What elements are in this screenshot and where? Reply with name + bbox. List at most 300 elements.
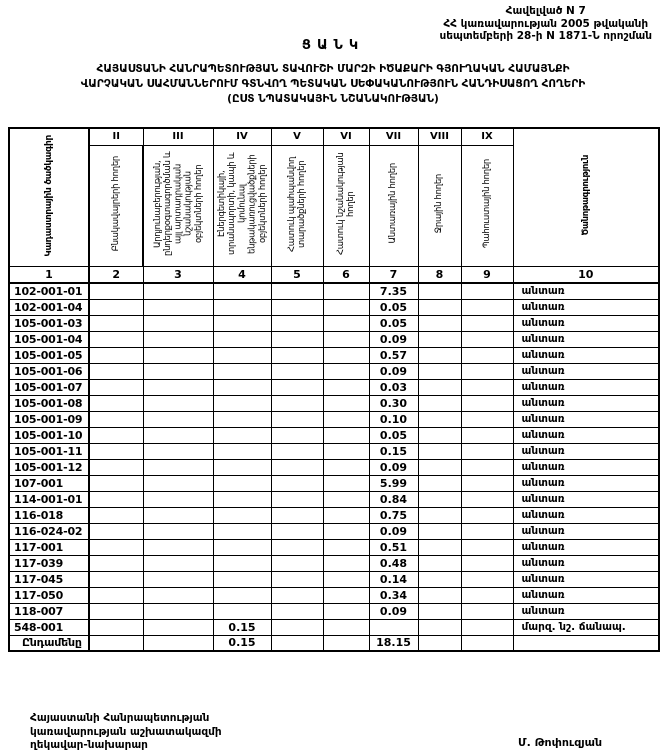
title-line: ՀԱՅԱՍՏԱՆԻ ՀԱՆՐԱՊԵՏՈՒԹՅԱՆ ՏԱՎՈՒՇԻ ՄԱՐԶԻ ԻԾԱՔԱՐԻ ԳՅՈՒՂԱԿԱՆ ՀԱՄԱՅՆՔԻ <box>96 63 570 75</box>
value-cell <box>271 395 323 411</box>
value-cell <box>89 411 143 427</box>
value-cell <box>323 603 369 619</box>
value-cell: 0.84 <box>369 491 418 507</box>
appendix-line: Հավելված N 7 <box>505 5 586 17</box>
value-cell <box>461 411 513 427</box>
value-cell <box>418 443 461 459</box>
value-cell <box>461 619 513 635</box>
value-cell: 0.09 <box>369 523 418 539</box>
note-cell: անտառ <box>513 427 659 443</box>
value-cell <box>418 635 461 651</box>
value-cell <box>323 587 369 603</box>
value-cell: 0.09 <box>369 331 418 347</box>
table-row <box>9 363 659 379</box>
value-cell <box>418 331 461 347</box>
value-cell: 0.09 <box>369 363 418 379</box>
value-cell <box>418 459 461 475</box>
value-cell <box>89 347 143 363</box>
value-cell <box>89 395 143 411</box>
cadastral-code-cell: 102-001-01 <box>9 283 89 299</box>
appendix-line: սեպտեմբերի 28-ի N 1871-Ն որոշման <box>439 30 652 42</box>
cadastral-code-cell: 105-001-07 <box>9 379 89 395</box>
value-cell <box>143 491 213 507</box>
value-cell <box>271 459 323 475</box>
table-row <box>9 283 659 299</box>
column-number-cell: 8 <box>418 266 461 283</box>
value-cell <box>271 523 323 539</box>
header-infrastructure-lands-label: Էներգետիկայի, տրանսպորտի, կապի և կոմունալ ենթակառուցվածքների օբյեկտների հողեր <box>216 152 268 255</box>
value-cell <box>323 331 369 347</box>
table-row <box>9 603 659 619</box>
value-cell <box>271 411 323 427</box>
note-cell: անտառ <box>513 523 659 539</box>
issuer-line: կառավարության աշխատակազմի <box>30 725 222 738</box>
value-cell <box>271 283 323 299</box>
cadastral-code-cell: 548-001 <box>9 619 89 635</box>
numeral-cell: IX <box>461 128 513 145</box>
value-cell <box>461 395 513 411</box>
value-cell <box>213 491 271 507</box>
value-cell <box>271 587 323 603</box>
value-cell: 0.05 <box>369 427 418 443</box>
value-cell: 0.05 <box>369 315 418 331</box>
value-cell: 0.48 <box>369 555 418 571</box>
value-cell <box>461 299 513 315</box>
value-cell <box>418 395 461 411</box>
value-cell: 0.09 <box>369 603 418 619</box>
value-cell <box>213 347 271 363</box>
value-cell <box>143 459 213 475</box>
value-cell <box>323 635 369 651</box>
value-cell <box>89 315 143 331</box>
value-cell <box>213 571 271 587</box>
table-row <box>9 523 659 539</box>
value-cell <box>418 587 461 603</box>
numeral-cell: VI <box>323 128 369 145</box>
value-cell <box>461 555 513 571</box>
value-cell <box>418 507 461 523</box>
value-cell <box>461 443 513 459</box>
value-cell: 0.03 <box>369 379 418 395</box>
value-cell <box>461 523 513 539</box>
cadastral-code-cell: 105-001-12 <box>9 459 89 475</box>
value-cell <box>271 427 323 443</box>
numeral-cell: VII <box>369 128 418 145</box>
table-row <box>9 507 659 523</box>
numeral-cell: III <box>143 128 213 145</box>
value-cell <box>213 603 271 619</box>
value-cell <box>143 571 213 587</box>
value-cell <box>418 299 461 315</box>
value-cell <box>271 635 323 651</box>
value-cell <box>418 571 461 587</box>
cadastral-code-cell: 118-007 <box>9 603 89 619</box>
value-cell <box>323 619 369 635</box>
value-cell <box>89 635 143 651</box>
value-cell <box>461 459 513 475</box>
value-cell <box>271 507 323 523</box>
numeral-cell: II <box>89 128 143 145</box>
value-cell: 0.15 <box>213 635 271 651</box>
value-cell <box>461 283 513 299</box>
value-cell <box>89 443 143 459</box>
issuer-line: ղեկավար-նախարար <box>30 739 148 751</box>
value-cell <box>89 603 143 619</box>
value-cell <box>89 507 143 523</box>
value-cell <box>213 379 271 395</box>
cadastral-code-cell: 114-001-01 <box>9 491 89 507</box>
header-infrastructure-lands <box>213 145 271 266</box>
value-cell <box>143 443 213 459</box>
table-row <box>9 379 659 395</box>
issuer-line: Հայաստանի Հանրապետության <box>30 712 210 724</box>
header-special-purpose-lands-label: Հատուկ նշանակության հողեր <box>335 152 356 255</box>
note-cell: անտառ <box>513 363 659 379</box>
note-cell: անտառ <box>513 283 659 299</box>
total-label-cell: Ընդամենը <box>9 635 89 651</box>
value-cell: 0.14 <box>369 571 418 587</box>
value-cell <box>323 427 369 443</box>
value-cell <box>461 635 513 651</box>
column-number-cell: 9 <box>461 266 513 283</box>
signature: Մ. Թոփուզյան <box>518 736 603 749</box>
value-cell <box>143 379 213 395</box>
value-cell <box>271 603 323 619</box>
value-cell <box>143 411 213 427</box>
value-cell <box>213 411 271 427</box>
value-cell <box>461 539 513 555</box>
value-cell <box>89 523 143 539</box>
value-cell <box>461 315 513 331</box>
header-forest-lands-label: Անտառային հողեր <box>388 163 399 244</box>
value-cell <box>143 315 213 331</box>
header-protected-lands <box>271 145 323 266</box>
note-cell: անտառ <box>513 315 659 331</box>
note-cell: անտառ <box>513 587 659 603</box>
value-cell: 0.30 <box>369 395 418 411</box>
value-cell <box>143 347 213 363</box>
value-cell <box>271 347 323 363</box>
value-cell <box>213 331 271 347</box>
table-row <box>9 571 659 587</box>
table-row <box>9 587 659 603</box>
header-settlement-lands-label: Բնակավայրերի հողեր <box>110 155 121 252</box>
cadastral-code-cell: 105-001-04 <box>9 331 89 347</box>
value-cell <box>271 443 323 459</box>
value-cell <box>143 475 213 491</box>
value-cell <box>213 587 271 603</box>
value-cell <box>271 299 323 315</box>
header-settlement-lands <box>89 145 143 266</box>
appendix-reference <box>439 5 652 43</box>
value-cell <box>323 283 369 299</box>
value-cell: 0.10 <box>369 411 418 427</box>
value-cell <box>89 491 143 507</box>
value-cell <box>323 379 369 395</box>
value-cell <box>213 283 271 299</box>
value-cell <box>323 507 369 523</box>
note-cell: անտառ <box>513 331 659 347</box>
value-cell <box>323 475 369 491</box>
note-cell <box>513 635 659 651</box>
value-cell <box>213 299 271 315</box>
value-cell <box>143 283 213 299</box>
column-number-cell: 5 <box>271 266 323 283</box>
table-row <box>9 459 659 475</box>
header-special-purpose-lands <box>323 145 369 266</box>
numeral-cell: IV <box>213 128 271 145</box>
note-cell: անտառ <box>513 459 659 475</box>
value-cell <box>89 555 143 571</box>
value-cell <box>369 619 418 635</box>
value-cell <box>418 363 461 379</box>
column-number-cell: 2 <box>89 266 143 283</box>
value-cell <box>418 619 461 635</box>
note-cell: անտառ <box>513 507 659 523</box>
note-cell: անտառ <box>513 379 659 395</box>
note-cell: անտառ <box>513 395 659 411</box>
value-cell <box>143 395 213 411</box>
value-cell <box>271 475 323 491</box>
column-number-cell: 4 <box>213 266 271 283</box>
cadastral-code-cell: 105-001-08 <box>9 395 89 411</box>
value-cell <box>418 347 461 363</box>
value-cell: 0.15 <box>213 619 271 635</box>
value-cell <box>89 363 143 379</box>
value-cell <box>461 427 513 443</box>
value-cell <box>89 587 143 603</box>
note-cell: անտառ <box>513 603 659 619</box>
column-number-cell: 3 <box>143 266 213 283</box>
cadastral-code-cell: 105-001-03 <box>9 315 89 331</box>
value-cell <box>89 571 143 587</box>
column-number-cell: 1 <box>9 266 89 283</box>
value-cell <box>461 475 513 491</box>
cadastral-code-cell: 116-018 <box>9 507 89 523</box>
value-cell <box>213 363 271 379</box>
note-cell: անտառ <box>513 475 659 491</box>
table-row <box>9 491 659 507</box>
value-cell <box>89 299 143 315</box>
table-row <box>9 619 659 635</box>
title-line: (ԸՍՏ ՆՊԱՏԱԿԱՅԻՆ ՆՇԱՆԱԿՈՒԹՅԱՆ) <box>227 93 439 105</box>
value-cell <box>323 539 369 555</box>
value-cell <box>323 315 369 331</box>
table-row <box>9 411 659 427</box>
value-cell: 0.51 <box>369 539 418 555</box>
value-cell <box>323 411 369 427</box>
value-cell <box>271 555 323 571</box>
cadastral-code-cell: 105-001-06 <box>9 363 89 379</box>
note-cell: անտառ <box>513 571 659 587</box>
value-cell <box>323 299 369 315</box>
value-cell <box>89 283 143 299</box>
value-cell <box>271 571 323 587</box>
value-cell <box>143 603 213 619</box>
table-row <box>9 475 659 491</box>
value-cell <box>461 379 513 395</box>
value-cell <box>213 427 271 443</box>
numeral-cell: VIII <box>418 128 461 145</box>
value-cell <box>323 363 369 379</box>
cadastral-code-cell: 105-001-10 <box>9 427 89 443</box>
note-cell: անտառ <box>513 491 659 507</box>
cadastral-code-cell: 105-001-05 <box>9 347 89 363</box>
value-cell <box>143 299 213 315</box>
table-row <box>9 539 659 555</box>
value-cell <box>271 619 323 635</box>
header-industrial-lands <box>143 145 213 266</box>
value-cell <box>418 539 461 555</box>
total-row <box>9 635 659 651</box>
value-cell: 7.35 <box>369 283 418 299</box>
value-cell <box>213 523 271 539</box>
value-cell <box>89 539 143 555</box>
table-row <box>9 315 659 331</box>
value-cell <box>461 587 513 603</box>
value-cell <box>323 395 369 411</box>
value-cell <box>271 491 323 507</box>
value-cell <box>89 427 143 443</box>
value-cell <box>143 635 213 651</box>
value-cell <box>418 603 461 619</box>
value-cell: 0.34 <box>369 587 418 603</box>
column-number-cell: 6 <box>323 266 369 283</box>
cadastral-code-cell: 105-001-11 <box>9 443 89 459</box>
header-water-lands-label: Ջրային հողեր <box>434 173 445 234</box>
value-cell <box>418 555 461 571</box>
value-cell: 0.05 <box>369 299 418 315</box>
value-cell <box>461 571 513 587</box>
note-cell: անտառ <box>513 411 659 427</box>
cadastral-code-cell: 105-001-09 <box>9 411 89 427</box>
value-cell <box>271 539 323 555</box>
value-cell <box>323 347 369 363</box>
value-cell <box>89 459 143 475</box>
header-note <box>513 128 659 266</box>
cadastral-code-cell: 117-039 <box>9 555 89 571</box>
value-cell <box>461 491 513 507</box>
value-cell <box>418 283 461 299</box>
value-cell <box>143 507 213 523</box>
numeral-cell: V <box>271 128 323 145</box>
value-cell <box>213 443 271 459</box>
table-row <box>9 299 659 315</box>
header-cadastral-code <box>9 128 89 266</box>
value-cell <box>89 331 143 347</box>
value-cell: 0.75 <box>369 507 418 523</box>
value-cell <box>213 459 271 475</box>
value-cell: 0.15 <box>369 443 418 459</box>
value-cell <box>323 459 369 475</box>
header-note-label: Ծանոթագրություն <box>580 155 591 237</box>
value-cell <box>271 331 323 347</box>
value-cell <box>271 379 323 395</box>
table-row <box>9 331 659 347</box>
title-line: ՎԱՐՉԱԿԱՆ ՍԱՀՄԱՆՆԵՐՈՒՄ ԳՏՆՎՈՂ ՊԵՏԱԿԱՆ ՍԵՓԱԿԱՆՈՒԹՅՈՒՆ ՀԱՆԴԻՍԱՑՈՂ ՀՈՂԵՐԻ <box>80 78 586 90</box>
value-cell <box>461 603 513 619</box>
value-cell <box>418 523 461 539</box>
value-cell <box>143 523 213 539</box>
cadastral-code-cell: 102-001-04 <box>9 299 89 315</box>
value-cell <box>418 427 461 443</box>
value-cell <box>213 539 271 555</box>
appendix-line: ՀՀ կառավարության 2005 թվականի <box>443 17 649 30</box>
footer-issuer <box>30 712 222 753</box>
header-industrial-lands-label: Արդյունաբերության, ընդերքօգտագործման և այլ արտադրական նշանակության օբյեկտների հողեր <box>152 151 204 256</box>
cadastral-code-cell: 117-045 <box>9 571 89 587</box>
value-cell <box>213 315 271 331</box>
value-cell <box>143 555 213 571</box>
value-cell <box>418 315 461 331</box>
value-cell <box>461 347 513 363</box>
value-cell: 18.15 <box>369 635 418 651</box>
header-forest-lands <box>369 145 418 266</box>
value-cell <box>213 555 271 571</box>
table-row <box>9 347 659 363</box>
value-cell: 0.57 <box>369 347 418 363</box>
note-cell: անտառ <box>513 539 659 555</box>
value-cell <box>418 411 461 427</box>
header-reserve-lands-label: Պահուստային հողեր <box>481 158 492 249</box>
value-cell <box>89 619 143 635</box>
value-cell <box>89 475 143 491</box>
column-number-cell: 10 <box>513 266 659 283</box>
value-cell <box>323 523 369 539</box>
cadastral-code-cell: 116-024-02 <box>9 523 89 539</box>
value-cell <box>323 491 369 507</box>
note-cell: անտառ <box>513 299 659 315</box>
doc-heading: ՑԱՆԿ <box>301 38 365 53</box>
value-cell <box>271 315 323 331</box>
land-categories-table <box>8 127 660 652</box>
value-cell <box>418 491 461 507</box>
value-cell: 5.99 <box>369 475 418 491</box>
value-cell <box>461 507 513 523</box>
value-cell <box>143 619 213 635</box>
header-water-lands <box>418 145 461 266</box>
table-row <box>9 443 659 459</box>
value-cell <box>323 555 369 571</box>
note-cell: անտառ <box>513 347 659 363</box>
value-cell <box>323 443 369 459</box>
value-cell <box>89 379 143 395</box>
column-number-cell: 7 <box>369 266 418 283</box>
cadastral-code-cell: 117-001 <box>9 539 89 555</box>
document-title <box>0 62 666 107</box>
value-cell <box>143 331 213 347</box>
table-body <box>9 283 659 651</box>
cadastral-code-cell: 117-050 <box>9 587 89 603</box>
value-cell <box>143 363 213 379</box>
note-cell: անտառ <box>513 443 659 459</box>
value-cell <box>143 427 213 443</box>
value-cell <box>271 363 323 379</box>
value-cell <box>461 363 513 379</box>
header-protected-lands-label: Հատուկ պահպանվող տարածքների հողեր <box>286 155 307 252</box>
cadastral-code-cell: 107-001 <box>9 475 89 491</box>
value-cell <box>418 379 461 395</box>
header-cadastral-code-label: Կադաստրային ծածկագիր <box>43 134 54 257</box>
value-cell <box>418 475 461 491</box>
note-cell: մարզ. նշ. ճանապ. <box>513 619 659 635</box>
table-row <box>9 427 659 443</box>
value-cell <box>461 331 513 347</box>
note-cell: անտառ <box>513 555 659 571</box>
table-row <box>9 395 659 411</box>
value-cell <box>323 571 369 587</box>
value-cell: 0.09 <box>369 459 418 475</box>
